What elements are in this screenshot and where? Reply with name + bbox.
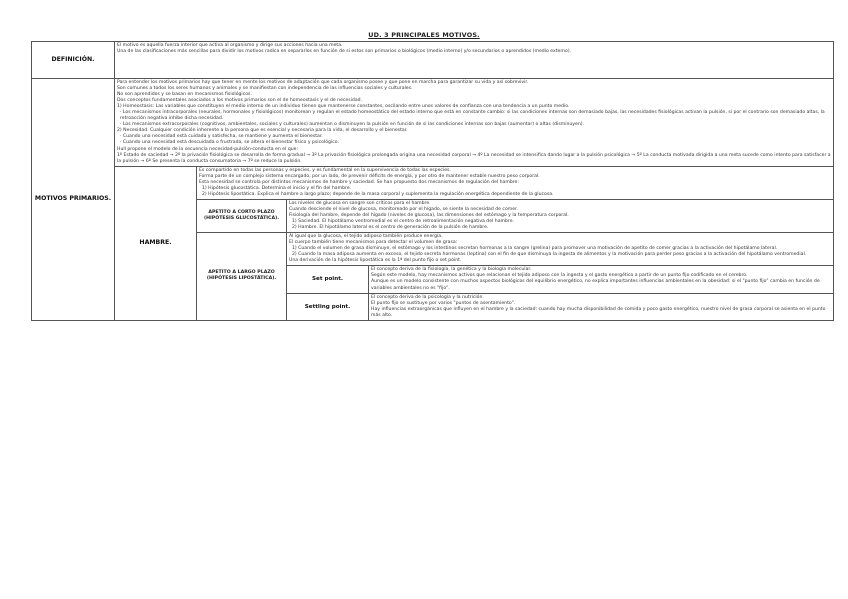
text-line: Aunque es un modelo consistente con muchos aspectos biológicos del equilibrio energético, no explica importantes influencias ambientales en la obesidad: si el "punto fijo" cambia en función de variables ambientales no es "fijo". [371,279,820,291]
largo-plazo-heading: APETITO A LARGO PLAZO (HIPÓTESIS LIPOSTÁTICA). [197,233,287,321]
text-line: El motivo es aquella fuerza interior que activa al organismo y dirige sus acciones hacia una meta. [117,43,343,48]
text-line: 2) Hipótesis lipostática. Explica el hambre a largo plazo; depende de la masa corporal y suplementa la regulación energética dependiente de la glucosa. [202,191,554,197]
definicion-content [115,42,834,79]
text-line: Son comunes a todos los seres humanos y animales y se manifiestan con independencia de las influencias sociales y culturales. [117,86,413,92]
hambre-heading: HAMBRE. [115,166,197,320]
corto-plazo-content [287,199,834,232]
set-point-content [369,266,834,293]
text-line: Al igual que la glucosa, el tejido adiposo también produce energía. [289,234,443,240]
text-line: Para entender los motivos primarios hay que tener en mente los motivos de adaptación que cada organismo posee y que pone en marcha para garantizar su vida y así sobrevivir. [117,80,529,85]
primarios-heading: MOTIVOS PRIMARIOS. [32,79,115,321]
hambre-intro [197,166,834,199]
text-line: El cuerpo también tiene mecanismos para detectar el volumen de grasa: [289,240,458,246]
text-line: Cuando desciende el nivel de glucosa, monitoreado por el hígado, se siente la necesidad de comer. [289,206,518,212]
settling-point-heading: Settling point. [287,293,369,320]
text-line: 1) Homeostasis: Las variables que constituyen el medio interno de un individuo tienen que mantenerse constantes, oscilando entre unos valores de confianza con una tendencia a un punto medio. [117,104,570,110]
text-line: Los niveles de glucosa en sangre son críticos para el hambre. [289,200,431,206]
text-line: 1) Hipótesis glucostática. Determina el inicio y el fin del hambre. [202,185,352,191]
page-title: UD. 3 PRINCIPALES MOTIVOS. [368,31,480,39]
text-line: 1º Estado de saciedad → 2º la privación fisiológica se desarrolla de forma gradual → 3º La privación fisiológica prolongada origina una necesidad corporal → 4º La necesidad se intensifica dando lugar a la pulsión psicológica → 5º La conducta motivada dirigida a una meta sucede como intento para satisfacer a la pulsión → 6º Se presenta la conducta consumatoria → 7º se reduce la pulsión. [117,152,831,164]
text-line: Una derivación de la hipótesis lipostática es la 1ª del punto fijo o set point. [289,258,462,264]
text-line: Es compartido en todas las personas y especies, y es fundamental en la supervivencia de todas las especies. [199,167,451,173]
text-line: El concepto deriva de la psicología y la nutrición. [371,294,484,300]
text-line: El punto fijo se sustituye por varios "puntos de asentamiento". [371,300,516,306]
text-line: 2) Hambre. El hipotálamo lateral es el centro de generación de la pulsión de hambre. [292,225,489,231]
text-line: Hay influencias extraorgánicas que influyen en el hambre y la saciedad: cuando hay mucha disponibilidad de comida y poco gasto energético, nuestro nivel de grasa corporal se asienta en el punto más alto. [371,306,826,318]
primarios-intro [115,79,834,167]
row-definicion [32,42,834,79]
largo-plazo-content [287,233,834,266]
text-line: Esta necesidad se controla por distintos mecanismos de hambre y saciedad. Se han propuesto dos mecanismos de regulación del hambre: [199,179,519,185]
text-line: No son aprendidos y se basan en mecanismos fisiológicos. [117,92,252,98]
text-line: Fisiología del hambre, depende del hígado (niveles de glucosa), las dimensiones del estómago y la temperatura corporal. [289,212,569,218]
row-hambre-intro [32,166,834,199]
text-line: Según este modelo, hay mecanismos activos que relacionan el tejido adiposo con la ingesta y el gasto energético a partir de un punto fijo codificado en el cerebro. [371,273,748,279]
set-point-heading: Set point. [287,266,369,293]
text-line: 2) Necesidad. Cualquier condición inherente a la persona que es esencial y necesaria para la vida, el desarrollo y el bienestar. [117,128,408,134]
text-line: Hull propone el modelo de la secuencia necesidad-pulsión-conducta en el que: [117,146,299,152]
text-line: 2) Cuando la masa adiposa aumenta en exceso, el tejido secreta hormonas (leptina) con el fin de que disminuya la ingesta de alimentos y la motivación para perder peso gracias a la activación del hipotálamo ventromedial. [292,252,807,258]
text-line: 1) Cuando el volumen de grasa disminuye, el estómago y los intestinos secretan hormonas a la sangre (grelina) para promover una motivación de apetito de comer gracias a la activación del hipotálamo lateral. [292,246,778,252]
text-line: El concepto deriva de la fisiología, la genética y la biología molecular. [371,267,532,273]
summary-table [31,41,834,321]
row-primarios-intro [32,79,834,167]
text-line: · Cuando una necesidad está cuidada y satisfecha, se mantiene y aumenta el bienestar. [120,134,323,140]
text-line: · Los mecanismos intracorporales (neurales, hormonales y fisiológicos) monitorean y regulan el estado homeostático del estado interno que está en constante cambio: si las condiciones internas son demasiado bajas, las necesidades fisiológicas activan la pulsión, si por el contrario son demasiado altas, la retroacción negativa inhibe dicha necesidad. [120,110,825,122]
text-line: Forma parte de un complejo sistema encargado, por un lado, de prevenir déficits de energía, y por otro de mantener estable nuestro peso corporal. [199,173,540,179]
text-line: 1) Saciedad. El hipotálamo ventromedial es el centro de retroalimentación negativa del hambre. [292,219,514,225]
settling-point-content [369,293,834,320]
corto-plazo-heading: APETITO A CORTO PLAZO (HIPÓTESIS GLUCOSTÁTICA). [197,199,287,232]
definicion-heading: DEFINICIÓN. [32,42,115,79]
text-line: · Los mecanismos extracorporales (cognitivos, ambientales, sociales y culturales) aumentan o disminuyen la pulsión en función de si las condiciones internas son bajas (aumentar) o altas (disminuyen). [120,122,585,128]
text-line: · Cuando una necesidad está descuidada o frustrada, se altera el bienestar físico y psicológico. [120,140,339,146]
text-line: Una de las clasificaciones más sencillas para dividir los motivos radica en separarlos en función de si estos son primarios o biológicos (medio interno) y/o secundarios o aprendidos (medio externo). [117,49,572,55]
text-line: Dos conceptos fundamentales asociados a los motivos primarios son el de homeostasis y el de necesidad. [117,98,363,104]
